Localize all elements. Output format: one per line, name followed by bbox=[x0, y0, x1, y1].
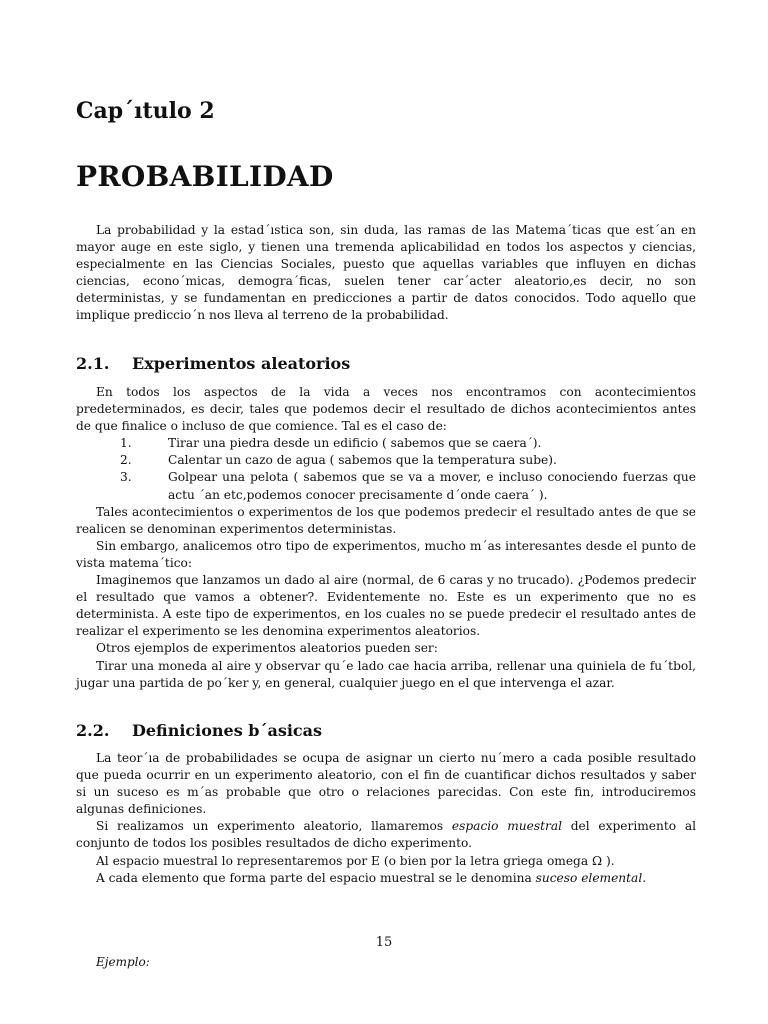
section-2-2-body bbox=[76, 750, 696, 887]
paragraph: La teor´ıa de probabilidades se ocupa de asignar un cierto nu´mero a cada posible resultado que pueda ocurrir en un experimento aleatorio, con el fin de cuantificar dichos resultados y saber si un suceso es m´as probable que otro o relaciones parecidas. Con este fin, introduciremos algunas definiciones. bbox=[76, 751, 696, 817]
section-heading-2-1 bbox=[76, 354, 350, 373]
list-item-number: 3. bbox=[120, 470, 132, 485]
term-espacio-muestral: espacio muestral bbox=[451, 819, 563, 834]
list-item-number: 2. bbox=[120, 453, 132, 468]
intro-paragraph: La probabilidad y la estad´ıstica son, sin duda, las ramas de las Matema´ticas que est´an en mayor auge en este siglo, y tienen una tremenda aplicabilidad en todos los aspectos y ciencias, especialmente en las Ciencias Sociales, puesto que aquellas variables que influyen en dichas ciencias, econo´micas, demogra´ficas, suelen tener car´acter aleatorio,es decir, no son deterministas, y se fundamentan en predicciones a partir de datos conocidos. Todo aquello que implique prediccio´n nos lleva al terreno de la probabilidad. bbox=[76, 223, 696, 323]
text-run: del experimento al conjunto de todos los posibles resultados de dicho experimento. bbox=[76, 819, 696, 851]
examples-list bbox=[76, 435, 696, 503]
paragraph: Tirar una moneda al aire y observar qu´e lado cae hacia arriba, rellenar una quiniela de fu´tbol, jugar una partida de po´ker y, en general, cualquier juego en el que intervenga el azar. bbox=[76, 658, 696, 690]
list-item-number: 1. bbox=[120, 436, 132, 451]
example-label: Ejemplo: bbox=[96, 955, 150, 969]
section-heading-2-2 bbox=[76, 721, 322, 740]
chapter-title: PROBABILIDAD bbox=[76, 160, 334, 193]
section-2-1-body bbox=[76, 384, 696, 692]
paragraph: Tales acontecimientos o experimentos de los que podemos predecir el resultado antes de que se realicen se denominan experimentos deterministas. bbox=[76, 504, 696, 536]
term-suceso-elemental: suceso elemental bbox=[535, 870, 643, 885]
intro-block bbox=[76, 222, 696, 325]
paragraph bbox=[76, 818, 696, 852]
paragraph: Otros ejemplos de experimentos aleatorios pueden ser: bbox=[96, 641, 438, 656]
text-run: A cada elemento que forma parte del espacio muestral se le denomina bbox=[96, 870, 536, 885]
section-title: Definiciones b´asicas bbox=[132, 721, 323, 740]
list-item-text: Tirar una piedra desde un edificio ( sabemos que se caera´). bbox=[168, 436, 542, 451]
list-item-text: Calentar un cazo de agua ( sabemos que la temperatura sube). bbox=[168, 453, 557, 468]
section-title: Experimentos aleatorios bbox=[132, 354, 351, 373]
chapter-label: Cap´ıtulo 2 bbox=[76, 98, 215, 124]
text-run: . bbox=[642, 870, 647, 885]
page-number: 15 bbox=[375, 935, 393, 950]
list-item bbox=[76, 435, 696, 452]
list-item bbox=[76, 452, 696, 469]
list-item bbox=[76, 469, 696, 503]
section-number: 2.1. bbox=[76, 354, 110, 373]
section-number: 2.2. bbox=[76, 721, 110, 740]
paragraph: Imaginemos que lanzamos un dado al aire (normal, de 6 caras y no trucado). ¿Podemos predecir el resultado que vamos a obtener?. Evidentemente no. Este es un experimento que no es determinista. A este tipo de experimentos, en los cuales no se puede predecir el resultado antes de realizar el experimento se les denomina experimentos aleatorios. bbox=[76, 573, 696, 639]
paragraph: En todos los aspectos de la vida a veces nos encontramos con acontecimientos predeterminados, es decir, tales que podemos decir el resultado de dichos acontecimientos antes de que finalice o incluso de que comience. Tal es el caso de: bbox=[76, 385, 696, 434]
paragraph: Al espacio muestral lo representaremos por E (o bien por la letra griega omega Ω ). bbox=[96, 853, 615, 868]
text-run: Si realizamos un experimento aleatorio, llamaremos bbox=[96, 819, 452, 834]
paragraph bbox=[76, 870, 696, 887]
list-item-text: Golpear una pelota ( sabemos que se va a mover, e incluso conociendo fuerzas que actu ´an etc,podemos conocer precisamente d´onde caera´ ). bbox=[168, 470, 696, 502]
paragraph: Sin embargo, analicemos otro tipo de experimentos, mucho m´as interesantes desde el punto de vista matema´tico: bbox=[76, 538, 696, 570]
